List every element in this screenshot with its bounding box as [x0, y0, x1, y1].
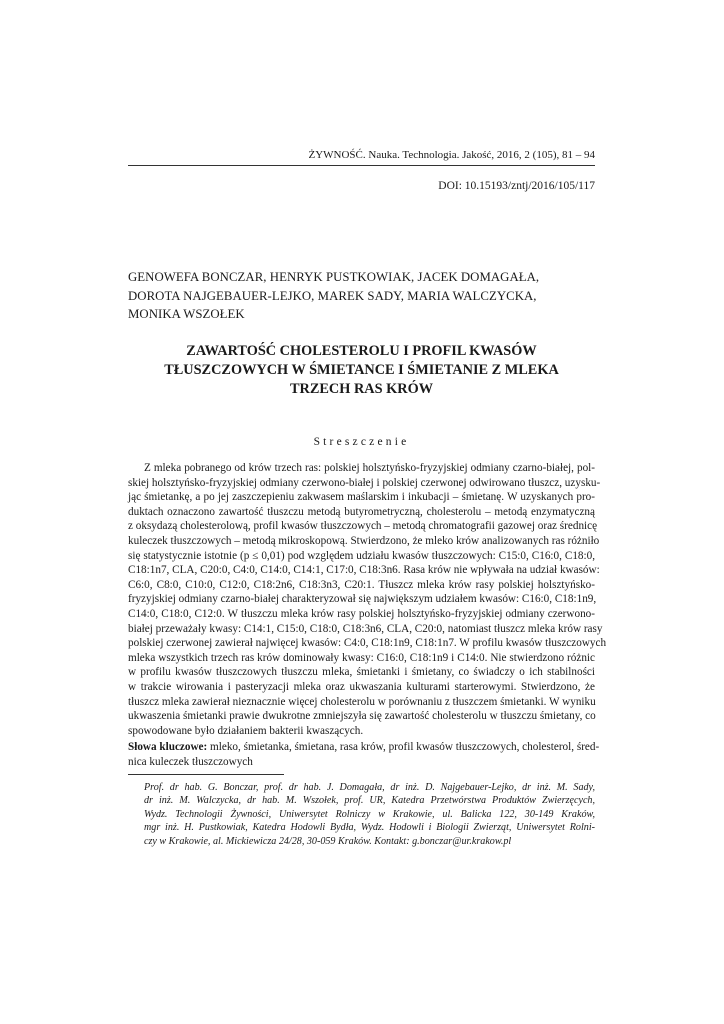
author-line: MONIKA WSZOŁEK	[128, 307, 245, 321]
author-line: GENOWEFA BONCZAR, HENRYK PUSTKOWIAK, JACEK DOMAGAŁA,	[128, 270, 540, 284]
author-affiliations	[144, 781, 595, 848]
author-list	[128, 268, 595, 324]
footnote-line: mgr inż. H. Pustkowiak, Katedra Hodowli Bydła, Wydz. Hodowli i Biologii Zwierząt, Uniwersytet Rolni-	[144, 822, 595, 834]
footnote-line: dr inż. M. Walczycka, dr hab. M. Wszołek, prof. UR, Katedra Przetwórstwa Produktów Zwierzęcych,	[144, 795, 595, 807]
abstract-line: tłuszcz mleka zawierał nieznacznie więcej cholesterolu w porównaniu z tłuszczem śmietanki. W wyniku	[128, 695, 596, 708]
abstract-line: C18:1n7, CLA, C20:0, C4:0, C14:0, C14:1, C17:0, C18:3n6. Rasa krów nie wpływała na udział kwasów:	[128, 564, 600, 577]
abstract-line: kuleczek tłuszczowych – metodą mikroskopową. Stwierdzono, że mleko krów analizowanych ras różniło	[128, 534, 600, 547]
abstract-body	[128, 461, 607, 738]
abstract-line: jąc śmietankę, a po jej zaszczepieniu zakwasem maślarskim i inkubacji – śmietanę. W uzyskanych pro-	[128, 491, 595, 504]
footnote-line: Wydz. Technologii Żywności, Uniwersytet Rolniczy w Krakowie, ul. Balicka 122, 30-149 Kraków,	[144, 808, 595, 820]
doi: DOI: 10.15193/zntj/2016/105/117	[438, 180, 595, 192]
abstract-line: duktach oznaczono zawartość tłuszczu metodą butyrometryczną, cholesterolu – metodą enzymatyczną	[128, 505, 595, 518]
abstract-line: w trakcie wirowania i pasteryzacji mleka oraz ukwaszania kulturami starterowymi. Stwierdzono, że	[128, 680, 595, 693]
abstract-line: w profilu kwasów tłuszczowych tłuszczu mleka, śmietanki i śmietany, co świadczy o ich stabilności	[128, 666, 595, 679]
abstract-line: fryzyjskiej odmiany czarno-białej charakteryzował się największym udziałem kwasów: C16:0, C18:1n9,	[128, 593, 597, 606]
keywords-line: nica kuleczek tłuszczowych	[128, 755, 253, 768]
abstract-line: C6:0, C8:0, C10:0, C12:0, C18:2n6, C18:3n3, C20:1. Tłuszcz mleka krów rasy polskiej holsztyńsko-	[128, 578, 595, 591]
abstract-line: się statystycznie istotnie (p ≤ 0,01) pod względem udziału kwasów tłuszczowych: C15:0, C16:0, C18:0,	[128, 549, 595, 562]
header-rule	[128, 165, 595, 166]
journal-citation: ŻYWNOŚĆ. Nauka. Technologia. Jakość, 2016, 2 (105), 81 – 94	[308, 149, 595, 161]
title-line: TŁUSZCZOWYCH W ŚMIETANCE I ŚMIETANIE Z MLEKA	[164, 361, 559, 378]
paper-title	[128, 342, 595, 398]
keywords	[128, 740, 600, 769]
abstract-line: białej przeważały kwasy: C14:1, C15:0, C18:0, C18:3n6, CLA, C20:0, natomiast tłuszcz mleka krów rasy	[128, 622, 603, 635]
footnote-rule	[128, 774, 284, 775]
abstract-line: spowodowane było działaniem bakterii kwaszących.	[128, 724, 364, 737]
abstract-line: Z mleka pobranego od krów trzech ras: polskiej holsztyńsko-fryzyjskiej odmiany czarno-białej, pol-	[144, 462, 595, 474]
abstract-line: polskiej czerwonej zawierał najwięcej kwasów: C4:0, C18:1n9, C18:1n7. W profilu kwasów tłuszczowych	[128, 637, 607, 650]
author-line: DOROTA NAJGEBAUER-LEJKO, MAREK SADY, MARIA WALCZYCKA,	[128, 288, 537, 303]
abstract-line: ukwaszenia śmietanki prawie dwukrotne zmniejszyła się zawartość cholesterolu w tłuszczu śmietany, co	[128, 710, 596, 723]
keywords-line	[128, 740, 600, 755]
abstract-heading: Streszczenie	[313, 436, 410, 448]
title-line: ZAWARTOŚĆ CHOLESTEROLU I PROFIL KWASÓW	[186, 343, 537, 359]
abstract-line: skiej holsztyńsko-fryzyjskiej odmiany czerwono-białej i polskiej czerwonej odwirowano tłuszcz, uzysku-	[128, 476, 601, 489]
abstract-line: C14:0, C18:0, C12:0. W tłuszczu mleka krów rasy polskiej holsztyńsko-fryzyjskiej odmiany czerwono-	[128, 607, 595, 620]
footnote-line: czy w Krakowie, al. Mickiewicza 24/28, 30-059 Kraków. Kontakt: g.bonczar@ur.krakow.pl	[144, 835, 512, 847]
keywords-text: mleko, śmietanka, śmietana, rasa krów, profil kwasów tłuszczowych, cholesterol, śred-	[207, 741, 600, 753]
abstract-line: z oksydazą cholesterolową, profil kwasów tłuszczowych – metodą chromatografii gazowej oraz średnicę	[128, 520, 598, 533]
abstract-line: mleka wszystkich trzech ras krów dominowały kwasy: C16:0, C18:1n9 i C14:0. Nie stwierdzono różnic	[128, 651, 595, 664]
keywords-label: Słowa kluczowe:	[128, 741, 208, 753]
footnote-line: Prof. dr hab. G. Bonczar, prof. dr hab. J. Domagała, dr inż. D. Najgebauer-Lejko, dr inż. M. Sady,	[144, 782, 595, 793]
title-line: TRZECH RAS KRÓW	[290, 380, 433, 397]
